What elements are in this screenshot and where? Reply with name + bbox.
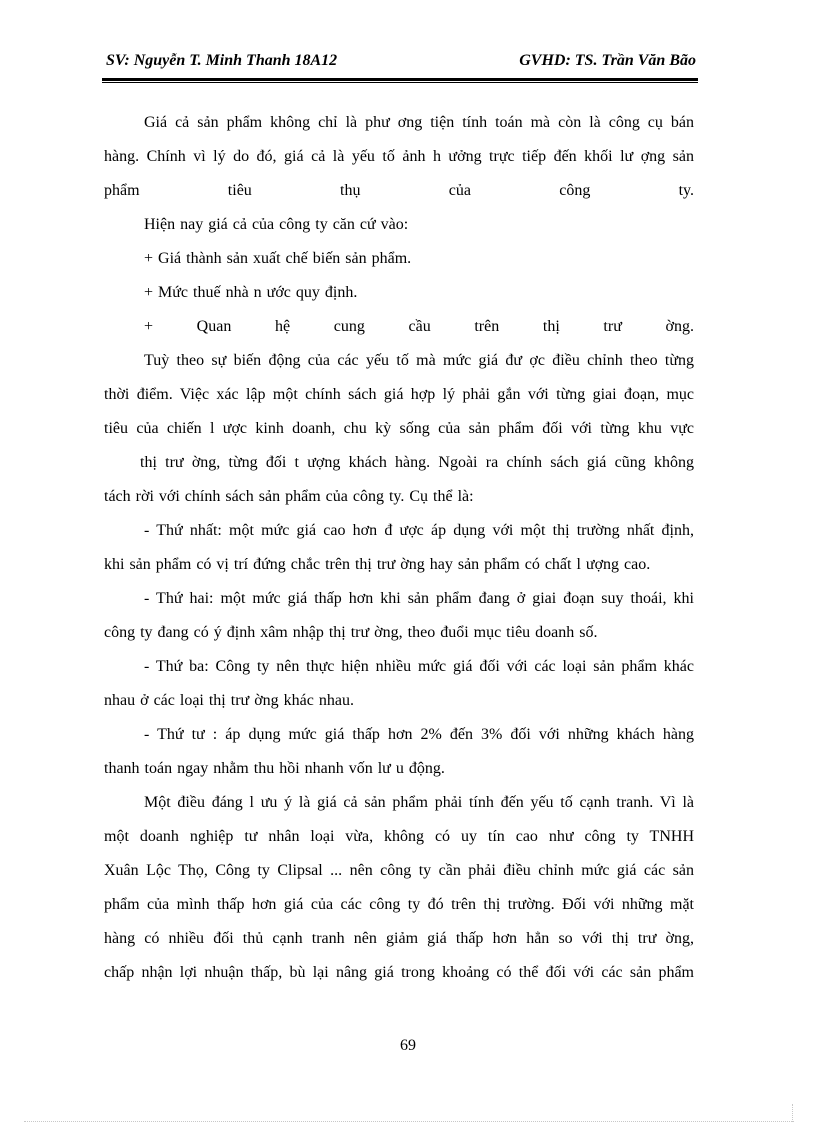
text-line: + Giá thành sản xuất chế biến sản phẩm. [144, 250, 412, 267]
text-line: thị trư ờng, từng đối t ượng khách hàng. Ngoài ra chính sách giá cũng không [140, 454, 694, 471]
text-line: hàng. Chính vì lý do đó, giá cả là yếu tố ảnh h ưởng trực tiếp đến khối lư ợng sản [104, 148, 694, 165]
text-line: Giá cả sản phẩm không chỉ là phư ơng tiện tính toán mà còn là công cụ bán [144, 114, 694, 131]
text-line: - Thứ nhất: một mức giá cao hơn đ ược áp dụng với một thị trường nhất định, [144, 522, 694, 539]
text-line: + Quan hệ cung cầu trên thị trư ờng. [144, 318, 694, 335]
header-advisor: GVHD: TS. Trần Văn Bão [519, 52, 696, 69]
text-line: nhau ở các loại thị trư ờng khác nhau. [104, 692, 354, 709]
header-divider [102, 78, 698, 83]
text-line: chấp nhận lợi nhuận thấp, bù lại nâng giá trong khoảng có thể đối với các sản phẩm [104, 964, 694, 981]
text-line: Hiện nay giá cả của công ty căn cứ vào: [144, 216, 409, 233]
text-line: công ty đang có ý định xâm nhập thị trư ờng, theo đuổi mục tiêu doanh số. [104, 624, 598, 641]
text-line: tiêu của chiến l ược kinh doanh, chu kỳ sống của sản phẩm đối với từng khu vực [104, 420, 694, 437]
page-number: 69 [400, 1037, 416, 1054]
text-line: tách rời với chính sách sản phẩm của công ty. Cụ thể là: [104, 488, 474, 505]
page-bottom-border [24, 1121, 794, 1122]
page-corner-mark [792, 1104, 811, 1122]
text-line: - Thứ hai: một mức giá thấp hơn khi sản phẩm đang ở giai đoạn suy thoái, khi [144, 590, 694, 607]
text-line: hàng có nhiều đối thủ cạnh tranh nên giảm giá thấp hơn hẳn so với thị trư ờng, [104, 930, 694, 947]
text-line: thời điểm. Việc xác lập một chính sách giá hợp lý phải gắn với từng giai đoạn, mục [104, 386, 694, 403]
text-line: một doanh nghiệp tư nhân loại vừa, không có uy tín cao như công ty TNHH [104, 828, 694, 845]
text-line: Tuỳ theo sự biến động của các yếu tố mà mức giá đư ợc điều chỉnh theo từng [144, 352, 694, 369]
text-line: phẩm tiêu thụ của công ty. [104, 182, 694, 199]
text-line: phẩm của mình thấp hơn giá của các công ty đó trên thị trường. Đối với những mặt [104, 896, 694, 913]
text-line: Xuân Lộc Thọ, Công ty Clipsal ... nên công ty cần phải điều chỉnh mức giá các sản [104, 862, 694, 879]
text-line: thanh toán ngay nhằm thu hồi nhanh vốn lư u động. [104, 760, 445, 777]
text-line: - Thứ tư : áp dụng mức giá thấp hơn 2% đến 3% đối với những khách hàng [144, 726, 694, 743]
header-student: SV: Nguyễn T. Minh Thanh 18A12 [106, 52, 338, 69]
text-line: Một điều đáng l ưu ý là giá cả sản phẩm phải tính đến yếu tố cạnh tranh. Vì là [144, 794, 694, 811]
page-header [102, 50, 698, 76]
text-line: - Thứ ba: Công ty nên thực hiện nhiều mức giá đối với các loại sản phẩm khác [144, 658, 694, 675]
document-body [104, 106, 694, 990]
text-line: + Mức thuế nhà n ước quy định. [144, 284, 358, 301]
text-line: khi sản phẩm có vị trí đứng chắc trên thị trư ờng hay sản phẩm có chất l ượng cao. [104, 556, 651, 573]
